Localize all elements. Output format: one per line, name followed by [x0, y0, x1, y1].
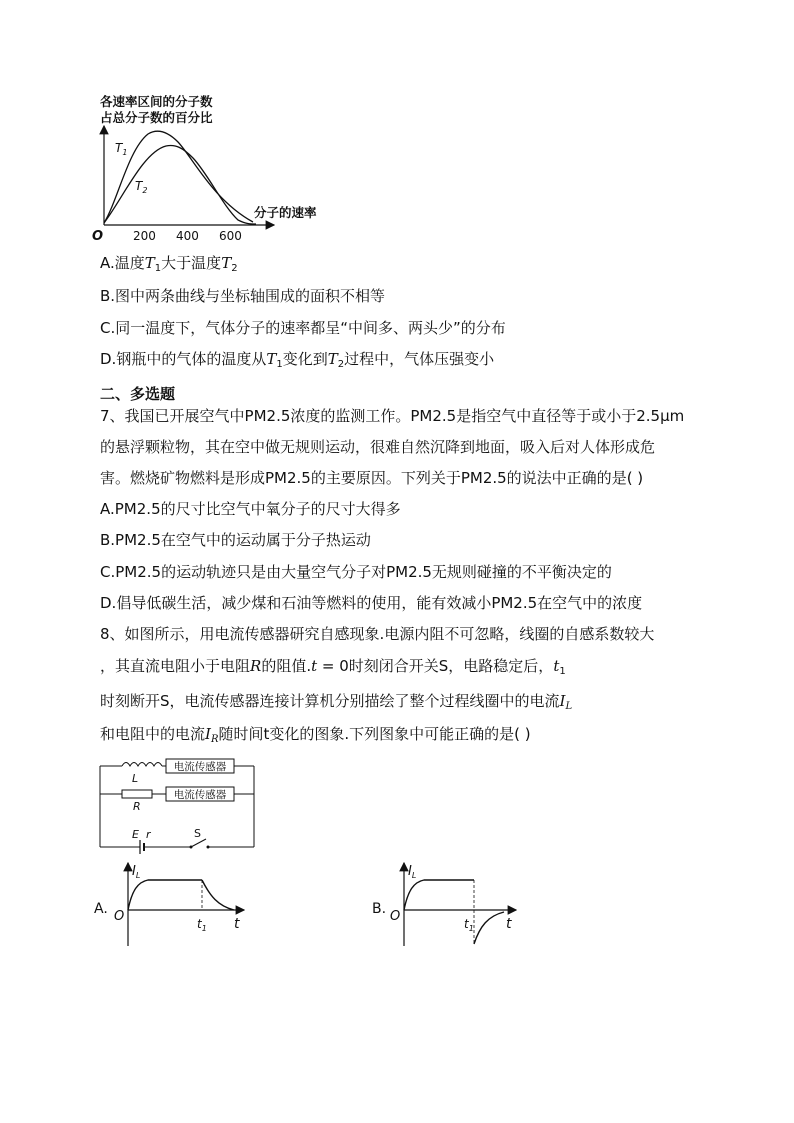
q7-option-a: A.PM2.5的尺寸比空气中氧分子的尺寸大得多 — [100, 500, 401, 518]
circuit-diagram — [96, 758, 262, 854]
graph-b-reverse-decay — [474, 912, 504, 944]
graph-a-decay — [202, 880, 234, 910]
graph-a-svg — [94, 858, 254, 950]
q7-line2: 的悬浮颗粒物，其在空中做无规则运动，很难自然沉降到地面，吸入后对人体形成危 — [100, 438, 656, 456]
q6-option-a: A.温度$T_1$大于温度$T_2$ — [100, 254, 238, 274]
graph-a-y-label: $I_L$ — [132, 864, 141, 880]
tick-400: 400 — [176, 229, 199, 243]
q6-option-c: C.同一温度下，气体分子的速率都呈“中间多、两头少”的分布 — [100, 319, 506, 337]
origin-label: O — [92, 229, 104, 244]
circuit-svg — [96, 758, 262, 854]
q7-line1: 7、我国已开展空气中PM2.5浓度的监测工作。PM2.5是指空气中直径等于或小于2.5μm — [100, 407, 685, 425]
curve-t1-label: $T_1$ — [115, 141, 128, 157]
graph-b-svg — [372, 858, 532, 950]
x-axis-label: 分子的速率 — [254, 205, 317, 220]
graph-b-t1-label: $t_1$ — [464, 917, 474, 933]
curve-t2-label: $T_2$ — [135, 179, 148, 195]
switch-blade — [191, 839, 206, 847]
q6-option-b: B.图中两条曲线与坐标轴围成的面积不相等 — [100, 287, 386, 305]
curve-t2 — [104, 146, 256, 225]
graph-b-origin: O — [390, 909, 401, 924]
option-b-label: B. — [372, 901, 387, 917]
section-title-multiple-choice: 二、多选题 — [100, 385, 176, 403]
emf-label: E — [132, 828, 139, 841]
q7-option-b: B.PM2.5在空气中的运动属于分子热运动 — [100, 531, 371, 549]
graph-a-rise-plateau — [128, 880, 202, 910]
q7-line3: 害。燃烧矿物燃料是形成PM2.5的主要原因。下列关于PM2.5的说法中正确的是( ) — [100, 469, 644, 487]
q7-option-d: D.倡导低碳生活，减少煤和石油等燃料的使用，能有效减小PM2.5在空气中的浓度 — [100, 594, 643, 612]
graph-option-b — [372, 858, 532, 950]
current-sensor-2-label: 电流传感器 — [173, 789, 227, 801]
q8-line2: ，其直流电阻小于电阻R的阻值.t = 0时刻闭合开关S，电路稳定后，$t_1$ — [100, 657, 566, 677]
graph-b-x-label: t — [506, 916, 512, 932]
resistor — [122, 790, 152, 798]
graph-a-x-label: t — [234, 916, 240, 932]
graph-a-origin: O — [114, 909, 125, 924]
speed-distribution-svg — [88, 90, 338, 245]
option-a-label: A. — [94, 901, 108, 917]
resistor-label: R — [133, 800, 141, 813]
graph-option-a — [94, 858, 254, 950]
inductor-coil — [122, 763, 162, 767]
y-axis-label-line2: 占总分子数的百分比 — [100, 110, 213, 125]
y-axis-label-line1: 各速率区间的分子数 — [100, 94, 213, 109]
switch-label: S — [194, 827, 201, 840]
tick-600: 600 — [219, 229, 242, 243]
q7-option-c: C.PM2.5的运动轨迹只是由大量空气分子对PM2.5无规则碰撞的不平衡决定的 — [100, 563, 612, 581]
current-sensor-1-label: 电流传感器 — [173, 761, 227, 773]
graph-b-rise-plateau — [404, 880, 474, 910]
q8-line4: 和电阻中的电流$I_R$随时间t变化的图象.下列图象中可能正确的是( ) — [100, 725, 531, 745]
q8-line3: 时刻断开S，电流传感器连接计算机分别描绘了整个过程线圈中的电流$I_L$ — [100, 692, 573, 712]
speed-distribution-figure — [88, 90, 338, 245]
q6-option-d: D.钢瓶中的气体的温度从$T_1$变化到$T_2$过程中，气体压强变小 — [100, 350, 495, 370]
q8-line1: 8、如图所示，用电流传感器研究自感现象.电源内阻不可忽略，线圈的自感系数较大 — [100, 625, 655, 643]
graph-a-t1-label: $t_1$ — [197, 917, 207, 933]
curve-t1 — [104, 131, 253, 223]
inductor-label: L — [132, 772, 139, 785]
internal-resistance-label: r — [146, 828, 151, 841]
graph-b-y-label: $I_L$ — [408, 864, 417, 880]
tick-200: 200 — [133, 229, 156, 243]
